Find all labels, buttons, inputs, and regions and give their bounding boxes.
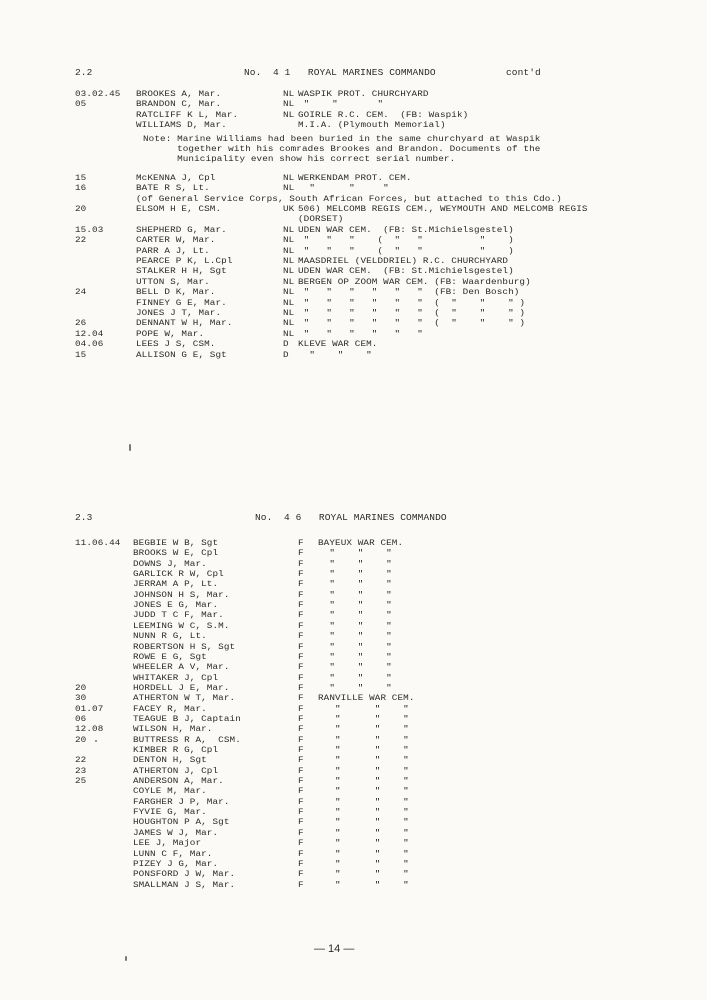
country-code: F — [298, 558, 304, 569]
entry-name: CARTER W, Mar. — [136, 235, 216, 246]
burial-place: " " " " " " (FB: Den Bosch) — [298, 287, 520, 298]
burial-place: " " " — [318, 869, 409, 880]
entry-name: ALLISON G E, Sgt — [136, 349, 227, 360]
entry-name: DENNANT W H, Mar. — [136, 318, 233, 329]
country-code: NL — [283, 99, 295, 110]
country-code: F — [298, 713, 304, 724]
burial-place: " " " — [318, 786, 409, 797]
entry-date: 06 — [75, 713, 87, 724]
entry-name: ATHERTON J, Cpl — [133, 765, 219, 776]
country-code: NL — [283, 235, 295, 246]
entry-name: JERRAM A P, Lt. — [133, 579, 219, 590]
burial-place: WASPIK PROT. CHURCHYARD — [298, 89, 429, 99]
entry-name: KIMBER R G, Cpl — [133, 745, 219, 755]
burial-place: " " " — [318, 641, 392, 652]
entry-name: COYLE M, Mar. — [133, 786, 207, 797]
entry-name: HORDELL J E, Mar. — [133, 682, 230, 693]
country-code: F — [298, 755, 304, 766]
burial-place: " " " — [318, 579, 392, 590]
burial-place: MAASDRIEL (VELDDRIEL) R.C. CHURCHYARD — [298, 256, 509, 266]
entry-name: PONSFORD J W, Mar. — [133, 869, 236, 880]
country-code: NL — [283, 183, 295, 194]
section-number: 2.2 — [75, 68, 93, 78]
entry-date: 20 — [75, 734, 87, 745]
entry-name: UTTON S, Mar. — [136, 276, 210, 287]
country-code: F — [298, 651, 304, 662]
entry-date: 30 — [75, 693, 87, 704]
country-code: F — [298, 538, 304, 548]
burial-place: " " " — [318, 558, 392, 569]
entry-name: JAMES W J, Mar. — [133, 827, 219, 838]
burial-place: " " " — [298, 99, 384, 110]
country-code: F — [298, 682, 304, 693]
burial-place: " " " " " " — [298, 328, 423, 339]
burial-place: " " " — [318, 745, 409, 755]
entry-name: LUNN C F, Mar. — [133, 848, 213, 859]
entry-date: 25 — [75, 776, 87, 787]
entry-date: 03.02.45 — [75, 89, 121, 99]
entry-date: 15 — [75, 349, 87, 360]
burial-place: " " " — [318, 703, 409, 714]
entry-name: BUTTRESS R A, CSM. — [133, 734, 241, 745]
country-code: F — [298, 631, 304, 642]
continued-label: cont'd — [506, 68, 541, 78]
entry-name: TEAGUE B J, Captain — [133, 713, 241, 724]
country-code: F — [298, 548, 304, 559]
country-code: F — [298, 869, 304, 880]
entry-date: 04.06 — [75, 339, 104, 350]
country-code: NL — [283, 224, 295, 235]
country-code: D — [283, 339, 289, 350]
burial-place: " " " — [318, 776, 409, 787]
entry-date: 05 — [75, 99, 87, 110]
country-code: NL — [283, 172, 295, 183]
country-code: F — [298, 734, 304, 745]
country-code: NL — [283, 276, 295, 287]
entry-name: PEARCE P K, L.Cpl — [136, 256, 233, 266]
country-code: F — [298, 672, 304, 683]
country-code: F — [298, 765, 304, 776]
burial-place: " " " — [318, 796, 409, 807]
burial-place: BAYEUX WAR CEM. — [318, 538, 404, 548]
entry-name: JONES J T, Mar. — [136, 308, 222, 318]
entry-date: 01.07 — [75, 703, 104, 714]
burial-place: " " " — [298, 183, 389, 194]
entry-name: BROOKS W E, Cpl — [133, 548, 219, 559]
country-code: F — [298, 579, 304, 590]
burial-place: " " " — [318, 569, 392, 580]
burial-place: " " " — [318, 755, 409, 766]
burial-place: " " " — [318, 631, 392, 642]
country-code: NL — [283, 318, 295, 329]
country-code: F — [298, 796, 304, 807]
burial-place: " " " — [318, 838, 409, 849]
entry-name: ANDERSON A, Mar. — [133, 776, 224, 787]
burial-place: " " " — [318, 713, 409, 724]
entry-name: (of General Service Corps, South African Forces, but attached to this Cdo.) — [136, 193, 562, 204]
burial-place: GOIRLE R.C. CEM. (FB: Waspik) — [298, 109, 469, 120]
country-code: NL — [283, 266, 295, 277]
entry-name: RATCLIFF K L, Mar. — [136, 109, 239, 120]
burial-place: " " " — [318, 651, 392, 662]
burial-place: " " " — [318, 662, 392, 673]
country-code: F — [298, 724, 304, 735]
country-code: F — [298, 703, 304, 714]
entry-date: 26 — [75, 318, 87, 329]
scan-mark — [125, 956, 127, 961]
country-code: D — [283, 349, 289, 360]
burial-place: " " " — [318, 734, 409, 745]
burial-place: " " " — [318, 600, 392, 611]
burial-place: KLEVE WAR CEM. — [298, 339, 378, 350]
burial-place: " " " " " " ( " " " ) — [298, 318, 526, 329]
section-title: No. 4 1 ROYAL MARINES COMMANDO — [244, 68, 436, 78]
entry-name: JUDD T C F, Mar. — [133, 610, 224, 621]
entry-name: JONES E G, Mar. — [133, 600, 219, 611]
entry-date: 15 — [75, 172, 87, 183]
entry-name: NUNN R G, Lt. — [133, 631, 207, 642]
burial-place: WERKENDAM PROT. CEM. — [298, 172, 412, 183]
entry-date: 23 — [75, 765, 87, 776]
entry-name: ROWE E G, Sgt — [133, 651, 207, 662]
burial-place: BERGEN OP ZOOM WAR CEM. (FB: Waardenburg) — [298, 276, 531, 287]
entry-date: 22 — [75, 755, 87, 766]
scan-mark — [95, 740, 97, 742]
country-code: NL — [283, 109, 295, 120]
entry-name: FARGHER J P, Mar. — [133, 796, 230, 807]
burial-place: " " " — [318, 858, 409, 869]
burial-place: UDEN WAR CEM. (FB: St.Michielsgestel) — [298, 266, 514, 277]
burial-place: " " " — [318, 817, 409, 828]
country-code: F — [298, 848, 304, 859]
country-code: F — [298, 786, 304, 797]
country-code: F — [298, 662, 304, 673]
burial-place: " " " — [318, 589, 392, 600]
entry-date: 22 — [75, 235, 87, 246]
burial-place: " " " " " " ( " " " ) — [298, 297, 526, 308]
burial-place: " " " ( " " " ) — [298, 235, 514, 246]
country-code: NL — [283, 287, 295, 298]
country-code: F — [298, 827, 304, 838]
country-code: F — [298, 776, 304, 787]
burial-place: " " " — [318, 620, 392, 631]
entry-name: PIZEY J G, Mar. — [133, 858, 219, 869]
section-title: No. 4 6 ROYAL MARINES COMMANDO — [255, 513, 447, 523]
entry-date: 12.08 — [75, 724, 104, 735]
country-code: F — [298, 879, 304, 890]
country-code: NL — [283, 89, 295, 99]
entry-name: SHEPHERD G, Mar. — [136, 224, 227, 235]
country-code: F — [298, 569, 304, 580]
country-code: F — [298, 610, 304, 621]
entry-name: SMALLMAN J S, Mar. — [133, 879, 236, 890]
country-code: NL — [283, 328, 295, 339]
burial-place: " " " — [298, 349, 372, 360]
entry-date: 24 — [75, 287, 87, 298]
burial-place: " " " — [318, 610, 392, 621]
burial-place: UDEN WAR CEM. (FB: St.Michielsgestel) — [298, 224, 514, 235]
country-code: F — [298, 838, 304, 849]
burial-place: RANVILLE WAR CEM. — [318, 693, 415, 704]
entry-name: LEE J, Major — [133, 838, 202, 849]
burial-place: " " " — [318, 672, 392, 683]
entry-name: DENTON H, Sgt — [133, 755, 207, 766]
note-line: Note: Marine Williams had been buried in the same churchyard at Waspik — [143, 133, 541, 144]
country-code: F — [298, 693, 304, 704]
country-code: F — [298, 641, 304, 652]
entry-date: 11.06.44 — [75, 538, 121, 548]
entry-name: ROBERTSON H S, Sgt — [133, 641, 236, 652]
country-code: UK — [283, 204, 295, 214]
burial-place: " " " — [318, 807, 409, 818]
burial-place: 506) MELCOMB REGIS CEM., WEYMOUTH AND MELCOMB REGIS — [298, 204, 588, 214]
country-code: F — [298, 817, 304, 828]
entry-name: WILSON H, Mar. — [133, 724, 213, 735]
entry-name: JOHNSON H S, Mar. — [133, 589, 230, 600]
country-code: F — [298, 600, 304, 611]
country-code: NL — [283, 308, 295, 318]
note-line: together with his comrades Brookes and Brandon. Documents of the — [143, 144, 541, 154]
note-line: Municipality even show his correct serial number. — [143, 154, 456, 165]
country-code: NL — [283, 245, 295, 256]
entry-date: 20 — [75, 682, 87, 693]
burial-place: " " " — [318, 879, 409, 890]
entry-name: BEGBIE W B, Sgt — [133, 538, 219, 548]
entry-name: HOUGHTON P A, Sgt — [133, 817, 230, 828]
burial-place: " " " — [318, 724, 409, 735]
country-code: F — [298, 807, 304, 818]
entry-name: McKENNA J, Cpl — [136, 172, 216, 183]
entry-name: ATHERTON W T, Mar. — [133, 693, 236, 704]
page-number: — 14 — — [314, 943, 355, 955]
entry-date: 20 — [75, 204, 87, 214]
entry-name: POPE W, Mar. — [136, 328, 205, 339]
entry-name: STALKER H H, Sgt — [136, 266, 227, 277]
burial-place: " " " — [318, 827, 409, 838]
entry-date: 12.04 — [75, 328, 104, 339]
entry-name: ELSOM H E, CSM. — [136, 204, 222, 214]
entry-name: FACEY R, Mar. — [133, 703, 207, 714]
entry-name: FYVIE G, Mar. — [133, 807, 207, 818]
entry-name: FINNEY G E, Mar. — [136, 297, 227, 308]
burial-place: " " " ( " " " ) — [298, 245, 514, 256]
country-code: NL — [283, 256, 295, 266]
entry-name: BROOKES A, Mar. — [136, 89, 222, 99]
country-code: F — [298, 589, 304, 600]
burial-place: " " " " " " ( " " " ) — [298, 308, 526, 318]
burial-place: " " " — [318, 548, 392, 559]
entry-name: GARLICK R W, Cpl — [133, 569, 224, 580]
country-code: NL — [283, 297, 295, 308]
country-code: F — [298, 745, 304, 755]
burial-place: " " " — [318, 765, 409, 776]
entry-date: 16 — [75, 183, 87, 194]
burial-place: " " " — [318, 848, 409, 859]
country-code: F — [298, 620, 304, 631]
section-number: 2.3 — [75, 513, 93, 523]
entry-name: BELL D K, Mar. — [136, 287, 216, 298]
entry-name: LEEMING W C, S.M. — [133, 620, 230, 631]
scan-mark — [129, 444, 131, 451]
burial-place: M.I.A. (Plymouth Memorial) — [298, 120, 446, 131]
entry-name: WHEELER A V, Mar. — [133, 662, 230, 673]
entry-name: LEES J S, CSM. — [136, 339, 216, 350]
entry-name: DOWNS J, Mar. — [133, 558, 207, 569]
burial-place: " " " — [318, 682, 392, 693]
burial-place: (DORSET) — [298, 214, 344, 225]
entry-name: BATE R S, Lt. — [136, 183, 210, 194]
entry-name: WILLIAMS D, Mar. — [136, 120, 227, 131]
entry-date: 15.03 — [75, 224, 104, 235]
country-code: F — [298, 858, 304, 869]
entry-name: WHITAKER J, Cpl — [133, 672, 219, 683]
entry-name: BRANDON C, Mar. — [136, 99, 222, 110]
entry-name: PARR A J, Lt. — [136, 245, 210, 256]
